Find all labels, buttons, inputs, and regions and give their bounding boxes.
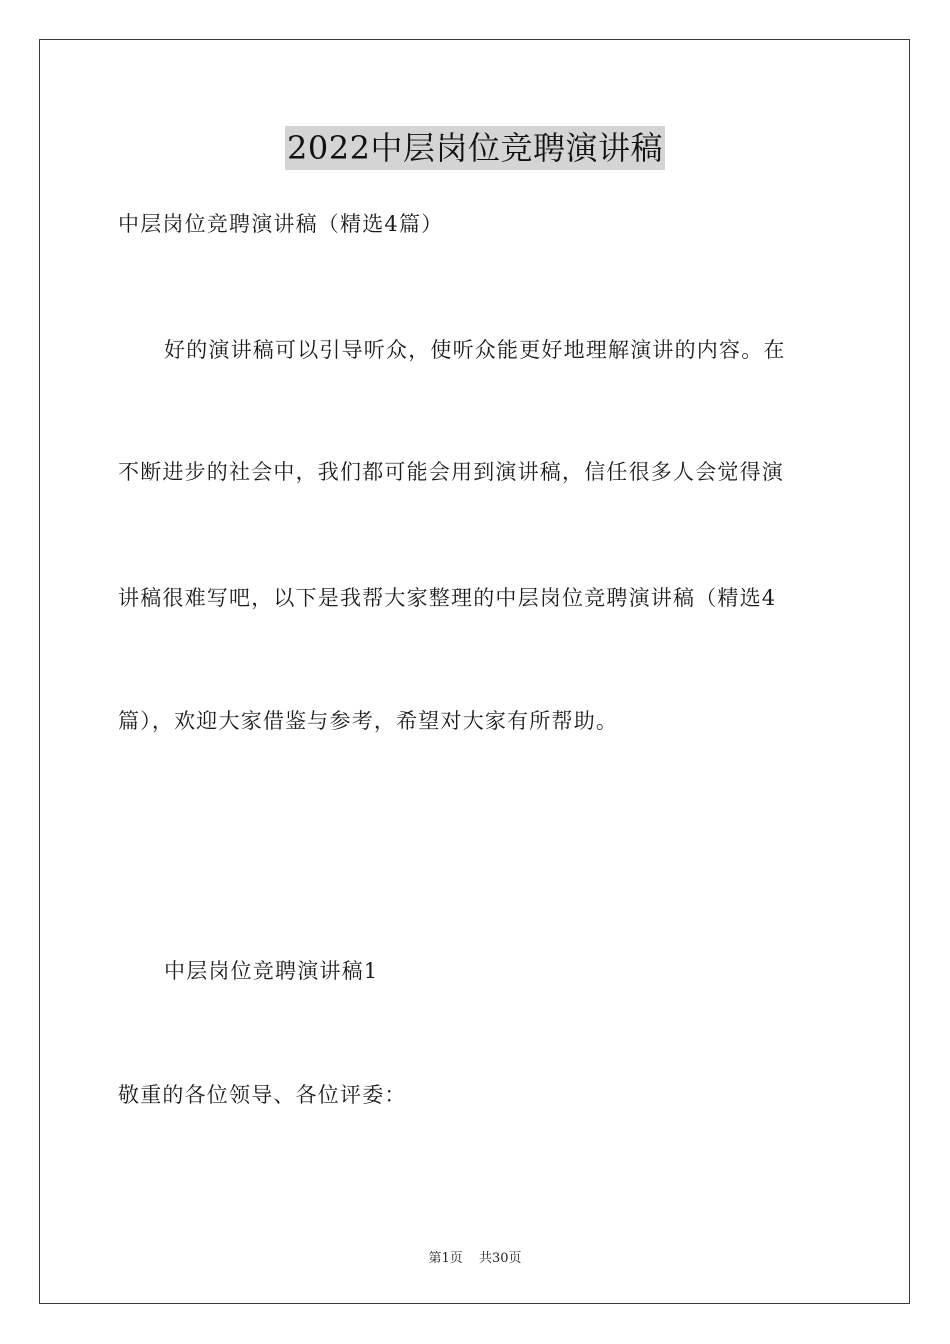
- intro-line-1: 好的演讲稿可以引导听众，使听众能更好地理解演讲的内容。在: [164, 338, 786, 362]
- document-title: 2022中层岗位竞聘演讲稿: [285, 126, 665, 170]
- salutation: 敬重的各位领导、各位评委：: [118, 1083, 407, 1107]
- page-footer: [0, 1247, 950, 1266]
- section-heading: 中层岗位竞聘演讲稿1: [164, 959, 379, 983]
- intro-line-4: 篇），欢迎大家借鉴与参考，希望对大家有所帮助。: [118, 709, 619, 733]
- intro-line-2: 不断进步的社会中，我们都可能会用到演讲稿，信任很多人会觉得演: [118, 460, 784, 484]
- document-subtitle: 中层岗位竞聘演讲稿（精选4篇）: [118, 212, 444, 236]
- page-total: 共30页: [478, 1251, 522, 1266]
- page-number: 第1页: [428, 1251, 463, 1266]
- intro-line-3: 讲稿很难写吧，以下是我帮大家整理的中层岗位竞聘演讲稿（精选4: [118, 586, 777, 610]
- title-container: [0, 126, 950, 170]
